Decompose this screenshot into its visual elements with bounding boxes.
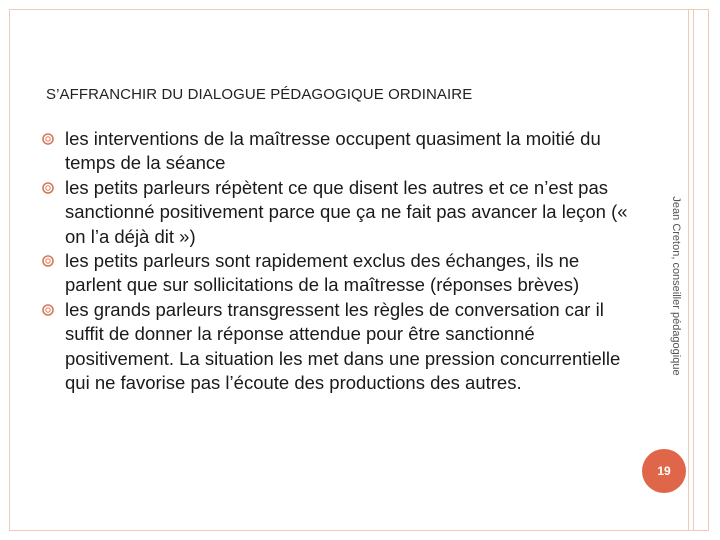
bullet-item xyxy=(40,176,630,249)
bullet-text: les petits parleurs répètent ce que disent les autres et ce n’est pas sanctionné positivement parce que ça ne fait pas avancer la leçon (« on l’a déjà dit ») xyxy=(65,176,628,247)
bullet-text: les interventions de la maîtresse occupent quasiment la moitié du temps de la séance xyxy=(65,128,601,174)
page-number-badge xyxy=(642,449,686,493)
side-credit-text: Jean Creton, conseiller pédagogique xyxy=(670,196,682,376)
bullet-text: les petits parleurs sont rapidement exclus des échanges, ils ne parlent que sur sollicitations de la maîtresse (réponses brèves) xyxy=(65,250,580,296)
ring-bullet-icon xyxy=(40,131,56,147)
ring-bullet-icon xyxy=(40,302,56,318)
ring-bullet-icon xyxy=(40,253,56,269)
page-number: 19 xyxy=(657,464,671,478)
bullet-item xyxy=(40,298,630,396)
bullet-item xyxy=(40,127,630,176)
bullet-item xyxy=(40,249,630,298)
bullet-list xyxy=(40,127,630,395)
slide-side-band xyxy=(688,9,694,531)
ring-bullet-icon xyxy=(40,180,56,196)
bullet-text: les grands parleurs transgressent les règles de conversation car il suffit de donner la réponse attendue pour être sanctionné positivement. La situation les met dans une pression concurrentielle qui ne favorise pas l’écoute des productions des autres. xyxy=(65,298,621,394)
slide-title: S’AFFRANCHIR DU DIALOGUE PÉDAGOGIQUE ORDINAIRE xyxy=(46,86,473,103)
side-credit xyxy=(668,186,684,386)
